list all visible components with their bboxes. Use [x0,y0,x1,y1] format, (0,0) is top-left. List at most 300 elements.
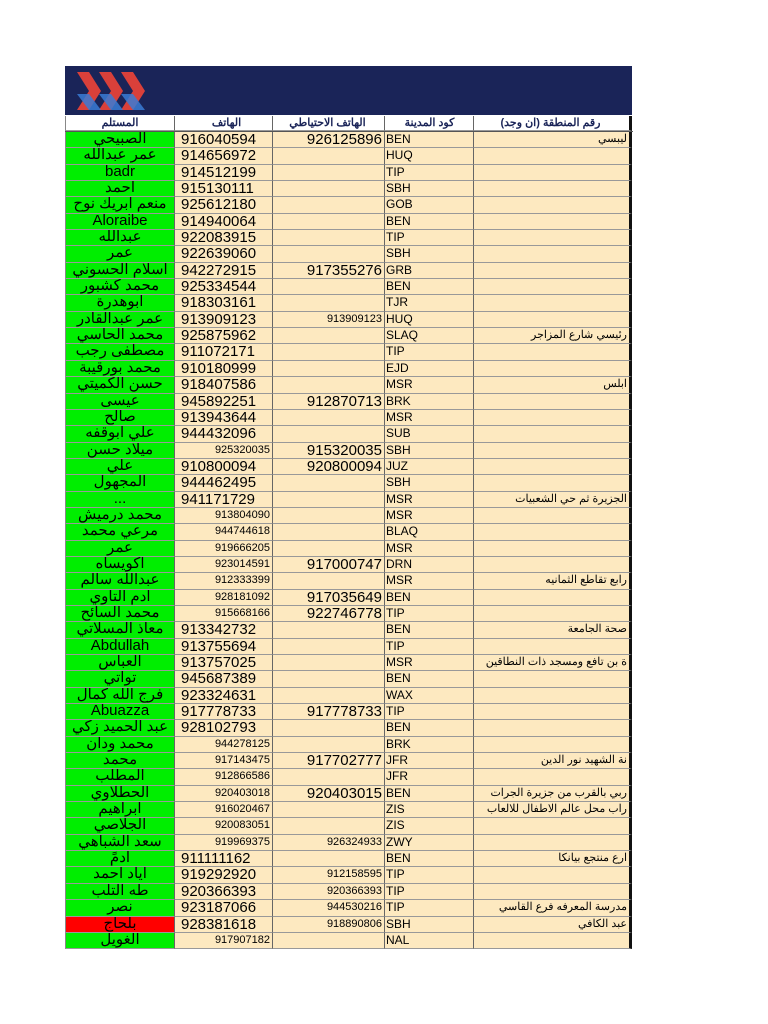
recipient-cell[interactable]: Abuazza [65,704,175,720]
area-number-cell[interactable] [474,524,632,540]
table-row [65,214,633,230]
table-row [65,769,633,785]
city-code-cell[interactable]: BEN [385,786,474,802]
recipient-cell[interactable]: Abdullah [65,639,175,655]
phone-cell[interactable]: 915130111 [175,181,273,197]
backup-phone-cell[interactable] [273,655,385,671]
area-number-cell[interactable] [474,426,632,442]
table-row [65,835,633,851]
city-code-cell[interactable]: HUQ [385,148,474,164]
backup-phone-cell[interactable] [273,818,385,834]
recipient-cell[interactable]: الصبيحي [65,132,175,148]
table-row [65,802,633,818]
table-row [65,737,633,753]
phone-cell[interactable]: 925612180 [175,197,273,213]
phone-cell[interactable]: 945892251 [175,394,273,410]
table-row [65,410,633,426]
backup-phone-cell[interactable] [273,148,385,164]
recipient-cell[interactable]: عمر [65,246,175,262]
city-code-cell[interactable]: BRK [385,737,474,753]
backup-phone-cell[interactable] [273,230,385,246]
area-number-cell[interactable]: مدرسة المعرفه فرع القاسي [474,900,632,916]
table-row [65,312,633,328]
city-code-cell[interactable]: ZIS [385,818,474,834]
phone-cell[interactable]: 919666205 [175,541,273,557]
table-row [65,786,633,802]
recipient-cell[interactable]: محمد درميش [65,508,175,524]
area-number-cell[interactable]: عبد الكافي [474,917,632,933]
phone-cell[interactable]: 911072171 [175,344,273,360]
backup-phone-cell[interactable] [273,524,385,540]
area-number-cell[interactable] [474,312,632,328]
recipient-cell[interactable]: سعد الشباهي [65,835,175,851]
area-number-cell[interactable] [474,867,632,883]
city-code-cell[interactable]: TIP [385,900,474,916]
phone-cell[interactable]: 913943644 [175,410,273,426]
backup-phone-cell[interactable] [273,165,385,181]
table-row [65,851,633,867]
area-number-cell[interactable] [474,835,632,851]
area-number-cell[interactable] [474,344,632,360]
recipient-cell[interactable]: صالح [65,410,175,426]
area-number-cell[interactable]: ابلس [474,377,632,393]
backup-phone-cell[interactable] [273,295,385,311]
city-code-cell[interactable]: BEN [385,622,474,638]
table-row [65,671,633,687]
backup-phone-cell[interactable]: 915320035 [273,443,385,459]
backup-phone-cell[interactable]: 922746778 [273,606,385,622]
phone-cell[interactable]: 920083051 [175,818,273,834]
phone-cell[interactable]: 919969375 [175,835,273,851]
city-code-cell[interactable]: MSR [385,573,474,589]
recipient-cell[interactable]: نصر [65,900,175,916]
recipient-cell[interactable]: عمر [65,541,175,557]
recipient-cell[interactable]: علي [65,459,175,475]
table-row [65,246,633,262]
phone-cell[interactable]: 923187066 [175,900,273,916]
phone-cell[interactable]: 922639060 [175,246,273,262]
area-number-cell[interactable] [474,884,632,900]
city-code-cell[interactable]: TJR [385,295,474,311]
area-number-cell[interactable]: ليبسي [474,132,632,148]
area-number-cell[interactable] [474,459,632,475]
recipient-cell[interactable]: محمد بورقيبة [65,361,175,377]
city-code-cell[interactable]: TIP [385,639,474,655]
city-code-cell[interactable]: NAL [385,933,474,949]
phone-cell[interactable]: 916020467 [175,802,273,818]
phone-cell[interactable]: 944744618 [175,524,273,540]
phone-cell[interactable]: 918303161 [175,295,273,311]
area-number-cell[interactable]: صحة الجامعة [474,622,632,638]
backup-phone-cell[interactable] [273,181,385,197]
recipient-cell[interactable]: badr [65,165,175,181]
city-code-cell[interactable]: DRN [385,557,474,573]
area-number-cell[interactable] [474,443,632,459]
backup-phone-cell[interactable] [273,851,385,867]
backup-phone-cell[interactable]: 920403015 [273,786,385,802]
area-number-cell[interactable] [474,557,632,573]
area-number-cell[interactable] [474,263,632,279]
phone-cell[interactable]: 914940064 [175,214,273,230]
city-code-cell[interactable]: BEN [385,132,474,148]
phone-cell[interactable]: 917907182 [175,933,273,949]
recipient-cell[interactable]: الحطلاوي [65,786,175,802]
table-row [65,818,633,834]
area-number-cell[interactable] [474,704,632,720]
header-banner [65,66,632,116]
backup-phone-cell[interactable] [273,622,385,638]
recipient-cell[interactable]: تواتي [65,671,175,687]
backup-phone-cell[interactable] [273,361,385,377]
phone-cell[interactable]: 913755694 [175,639,273,655]
backup-phone-cell[interactable]: 918890806 [273,917,385,933]
area-number-cell[interactable] [474,295,632,311]
city-code-cell[interactable]: GRB [385,263,474,279]
backup-phone-cell[interactable] [273,720,385,736]
header-phone[interactable]: الهاتف [175,116,273,131]
area-number-cell[interactable]: ربي بالقرب من جزيرة الجرات [474,786,632,802]
header-area-number[interactable]: رقم المنطقة (ان وجد) [474,116,632,131]
table-row [65,181,633,197]
recipient-cell[interactable]: احمد [65,181,175,197]
city-code-cell[interactable]: MSR [385,410,474,426]
backup-phone-cell[interactable] [273,279,385,295]
table-row [65,328,633,344]
phone-cell[interactable]: 944432096 [175,426,273,442]
phone-cell[interactable]: 942272915 [175,263,273,279]
recipient-cell[interactable]: طه التلب [65,884,175,900]
area-number-cell[interactable] [474,279,632,295]
phone-cell[interactable]: 925875962 [175,328,273,344]
table-row [65,492,633,508]
recipient-cell[interactable]: فرج الله كمال [65,688,175,704]
table-row [65,344,633,360]
backup-phone-cell[interactable]: 912158595 [273,867,385,883]
recipient-cell[interactable]: عبدالله سالم [65,573,175,589]
recipient-cell[interactable]: مرعي محمد [65,524,175,540]
table-row [65,443,633,459]
phone-cell[interactable]: 918407586 [175,377,273,393]
city-code-cell[interactable]: MSR [385,508,474,524]
backup-phone-cell[interactable] [273,573,385,589]
phone-cell[interactable]: 928102793 [175,720,273,736]
recipient-cell[interactable]: الجلاصي [65,818,175,834]
table-row [65,541,633,557]
recipient-cell[interactable]: اكويساه [65,557,175,573]
city-code-cell[interactable]: TIP [385,884,474,900]
phone-cell[interactable]: 914656972 [175,148,273,164]
backup-phone-cell[interactable] [273,246,385,262]
table-row [65,279,633,295]
area-number-cell[interactable]: راب محل عالم الاطفال للالعاب [474,802,632,818]
city-code-cell[interactable]: BEN [385,671,474,687]
area-number-cell[interactable] [474,933,632,949]
table-body [65,132,633,949]
city-code-cell[interactable]: SBH [385,917,474,933]
area-number-cell[interactable] [474,720,632,736]
area-number-cell[interactable] [474,606,632,622]
area-number-cell[interactable] [474,475,632,491]
area-number-cell[interactable] [474,508,632,524]
recipient-cell[interactable]: ميلاد حسن [65,443,175,459]
recipient-cell[interactable]: محمد [65,753,175,769]
area-number-cell[interactable] [474,410,632,426]
table-row [65,655,633,671]
backup-phone-cell[interactable] [273,214,385,230]
city-code-cell[interactable]: ZIS [385,802,474,818]
area-number-cell[interactable] [474,361,632,377]
area-number-cell[interactable] [474,246,632,262]
phone-cell[interactable]: 917143475 [175,753,273,769]
recipient-cell[interactable]: المجهول [65,475,175,491]
table-row [65,394,633,410]
phone-cell[interactable]: 919292920 [175,867,273,883]
header-backup-phone[interactable]: الهاتف الاحتياطي [273,116,385,131]
phone-cell[interactable]: 945687389 [175,671,273,687]
phone-cell[interactable]: 922083915 [175,230,273,246]
area-number-cell[interactable]: ارع منتجع بيانكا [474,851,632,867]
city-code-cell[interactable]: SUB [385,426,474,442]
phone-cell[interactable]: 915668166 [175,606,273,622]
city-code-cell[interactable]: TIP [385,165,474,181]
phone-cell[interactable]: 944278125 [175,737,273,753]
backup-phone-cell[interactable]: 944530216 [273,900,385,916]
recipient-cell[interactable]: علي ابوقفه [65,426,175,442]
backup-phone-cell[interactable]: 917000747 [273,557,385,573]
area-number-cell[interactable] [474,197,632,213]
table-row [65,230,633,246]
table-row [65,475,633,491]
table-row [65,606,633,622]
backup-phone-cell[interactable]: 913909123 [273,312,385,328]
table-row [65,704,633,720]
phone-cell[interactable]: 941171729 [175,492,273,508]
phone-cell[interactable]: 944462495 [175,475,273,491]
spreadsheet [65,66,633,949]
phone-cell[interactable]: 925320035 [175,443,273,459]
phone-cell[interactable]: 910800094 [175,459,273,475]
area-number-cell[interactable] [474,148,632,164]
backup-phone-cell[interactable] [273,769,385,785]
backup-phone-cell[interactable] [273,639,385,655]
backup-phone-cell[interactable] [273,475,385,491]
table-row [65,590,633,606]
city-code-cell[interactable]: TIP [385,344,474,360]
backup-phone-cell[interactable] [273,688,385,704]
area-number-cell[interactable] [474,394,632,410]
city-code-cell[interactable]: BRK [385,394,474,410]
city-code-cell[interactable]: WAX [385,688,474,704]
recipient-cell[interactable]: اسلام الحسوني [65,263,175,279]
city-code-cell[interactable]: SBH [385,475,474,491]
phone-cell[interactable]: 913342732 [175,622,273,638]
table-row [65,688,633,704]
recipient-cell[interactable]: اياد احمد [65,867,175,883]
table-row [65,508,633,524]
area-number-cell[interactable] [474,214,632,230]
area-number-cell[interactable]: رئيسي شارع المزاجر [474,328,632,344]
backup-phone-cell[interactable] [273,933,385,949]
backup-phone-cell[interactable] [273,328,385,344]
backup-phone-cell[interactable] [273,541,385,557]
chevron-logo-icon [75,70,149,112]
backup-phone-cell[interactable] [273,410,385,426]
table-row [65,900,633,916]
table-row [65,361,633,377]
phone-cell[interactable]: 920403018 [175,786,273,802]
city-code-cell[interactable]: SBH [385,443,474,459]
backup-phone-cell[interactable] [273,802,385,818]
area-number-cell[interactable] [474,769,632,785]
phone-cell[interactable]: 913804090 [175,508,273,524]
area-number-cell[interactable] [474,639,632,655]
city-code-cell[interactable]: JFR [385,753,474,769]
backup-phone-cell[interactable]: 917778733 [273,704,385,720]
recipient-cell[interactable]: ادمً [65,851,175,867]
table-row [65,377,633,393]
backup-phone-cell[interactable]: 917035649 [273,590,385,606]
recipient-cell[interactable]: ابراهيم [65,802,175,818]
area-number-cell[interactable]: ة بن تافع ومسجد ذات النطاقين [474,655,632,671]
city-code-cell[interactable]: SLAQ [385,328,474,344]
recipient-cell[interactable]: عبدالله [65,230,175,246]
area-number-cell[interactable] [474,590,632,606]
recipient-cell[interactable]: Aloraibe [65,214,175,230]
city-code-cell[interactable]: BEN [385,851,474,867]
recipient-cell[interactable]: عيسى [65,394,175,410]
recipient-cell[interactable]: بلحاج [65,917,175,933]
backup-phone-cell[interactable]: 917355276 [273,263,385,279]
city-code-cell[interactable]: MSR [385,492,474,508]
table-row [65,884,633,900]
city-code-cell[interactable]: BEN [385,214,474,230]
recipient-cell[interactable]: حسن الكميتي [65,377,175,393]
recipient-cell[interactable]: منعم ابريك نوح [65,197,175,213]
table-row [65,197,633,213]
city-code-cell[interactable]: TIP [385,867,474,883]
table-row [65,639,633,655]
city-code-cell[interactable]: TIP [385,704,474,720]
backup-phone-cell[interactable]: 920366393 [273,884,385,900]
area-number-cell[interactable]: الجزيرة ثم حي الشعبيات [474,492,632,508]
recipient-cell[interactable]: ... [65,492,175,508]
table-row [65,557,633,573]
city-code-cell[interactable]: TIP [385,606,474,622]
city-code-cell[interactable]: EJD [385,361,474,377]
backup-phone-cell[interactable] [273,508,385,524]
area-number-cell[interactable] [474,165,632,181]
area-number-cell[interactable] [474,688,632,704]
city-code-cell[interactable]: MSR [385,377,474,393]
city-code-cell[interactable]: TIP [385,230,474,246]
recipient-cell[interactable]: محمد الحاسي [65,328,175,344]
table-row [65,263,633,279]
city-code-cell[interactable]: JFR [385,769,474,785]
backup-phone-cell[interactable] [273,737,385,753]
phone-cell[interactable]: 912333399 [175,573,273,589]
area-number-cell[interactable] [474,230,632,246]
city-code-cell[interactable]: MSR [385,655,474,671]
area-number-cell[interactable] [474,181,632,197]
recipient-cell[interactable]: محمد ودان [65,737,175,753]
phone-cell[interactable]: 917778733 [175,704,273,720]
recipient-cell[interactable]: محمد السائح [65,606,175,622]
phone-cell[interactable]: 913757025 [175,655,273,671]
area-number-cell[interactable] [474,818,632,834]
area-number-cell[interactable] [474,737,632,753]
backup-phone-cell[interactable]: 912870713 [273,394,385,410]
phone-cell[interactable]: 911111162 [175,851,273,867]
recipient-cell[interactable]: ادم التاوي [65,590,175,606]
recipient-cell[interactable]: مصطفى رجب [65,344,175,360]
recipient-cell[interactable]: العباس [65,655,175,671]
phone-cell[interactable]: 913909123 [175,312,273,328]
city-code-cell[interactable]: HUQ [385,312,474,328]
backup-phone-cell[interactable] [273,377,385,393]
table-row [65,148,633,164]
city-code-cell[interactable]: SBH [385,181,474,197]
backup-phone-cell[interactable] [273,492,385,508]
backup-phone-cell[interactable] [273,197,385,213]
backup-phone-cell[interactable] [273,671,385,687]
phone-cell[interactable]: 923324631 [175,688,273,704]
recipient-cell[interactable]: المطلب [65,769,175,785]
table-row [65,753,633,769]
area-number-cell[interactable] [474,541,632,557]
phone-cell[interactable]: 925334544 [175,279,273,295]
recipient-cell[interactable]: محمد كشبور [65,279,175,295]
backup-phone-cell[interactable]: 926125896 [273,132,385,148]
recipient-cell[interactable]: معاذ المسلاتي [65,622,175,638]
phone-cell[interactable]: 928381618 [175,917,273,933]
city-code-cell[interactable]: BEN [385,720,474,736]
city-code-cell[interactable]: MSR [385,541,474,557]
city-code-cell[interactable]: BEN [385,590,474,606]
city-code-cell[interactable]: SBH [385,246,474,262]
recipient-cell[interactable]: عبد الحميد زكي [65,720,175,736]
phone-cell[interactable]: 928181092 [175,590,273,606]
recipient-cell[interactable]: ابوهدرة [65,295,175,311]
recipient-cell[interactable]: عمر عبدالقادر [65,312,175,328]
phone-cell[interactable]: 916040594 [175,132,273,148]
phone-cell[interactable]: 910180999 [175,361,273,377]
backup-phone-cell[interactable]: 917702777 [273,753,385,769]
backup-phone-cell[interactable] [273,344,385,360]
table-row [65,524,633,540]
backup-phone-cell[interactable]: 926324933 [273,835,385,851]
area-number-cell[interactable]: نة الشهيد نور الدين [474,753,632,769]
area-number-cell[interactable]: رابع تقاطع الثمانيه [474,573,632,589]
header-city-code[interactable]: كود المدينة [385,116,474,131]
header-recipient[interactable]: المستلم [65,116,175,131]
area-number-cell[interactable] [474,671,632,687]
backup-phone-cell[interactable]: 920800094 [273,459,385,475]
city-code-cell[interactable]: BEN [385,279,474,295]
recipient-cell[interactable]: عمر عبدالله [65,148,175,164]
table-row [65,867,633,883]
phone-cell[interactable]: 923014591 [175,557,273,573]
table-row [65,573,633,589]
phone-cell[interactable]: 912866586 [175,769,273,785]
phone-cell[interactable]: 920366393 [175,884,273,900]
backup-phone-cell[interactable] [273,426,385,442]
city-code-cell[interactable]: JUZ [385,459,474,475]
city-code-cell[interactable]: GOB [385,197,474,213]
city-code-cell[interactable]: BLAQ [385,524,474,540]
phone-cell[interactable]: 914512199 [175,165,273,181]
recipient-cell[interactable]: الغويل [65,933,175,949]
city-code-cell[interactable]: ZWY [385,835,474,851]
